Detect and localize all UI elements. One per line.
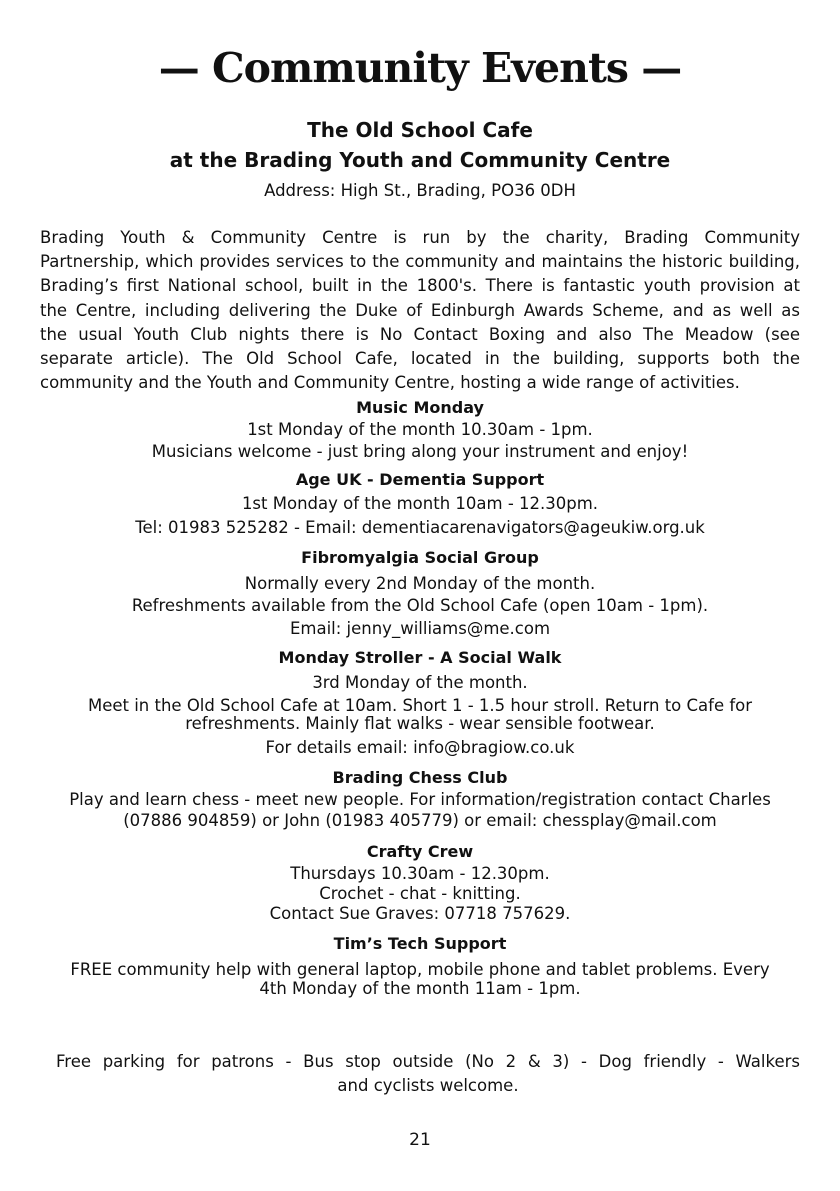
event-contact: For details email: info@bragiow.co.uk — [265, 738, 575, 757]
event-description: FREE community help with general laptop, mobile phone and tablet problems. Every — [70, 960, 770, 979]
event-description: refreshments. Mainly flat walks - wear sensible footwear. — [185, 714, 655, 733]
event-title: Tim’s Tech Support — [333, 934, 507, 953]
intro-line: Brading Youth & Community Centre is run by the charity, Brading Community — [40, 228, 800, 247]
intro-line: community and the Youth and Community Centre, hosting a wide range of activities. — [40, 373, 740, 393]
event-contact: Tel: 01983 525282 - Email: dementiacarenavigators@ageukiw.org.uk — [135, 518, 705, 537]
event-schedule: Thursdays 10.30am - 12.30pm. — [290, 864, 550, 883]
event-title: Crafty Crew — [366, 842, 474, 861]
page-number: 21 — [409, 1130, 431, 1150]
page-title: — Community Events — — [158, 44, 682, 92]
event-title: Brading Chess Club — [332, 768, 508, 787]
venue-address: Address: High St., Brading, PO36 0DH — [264, 181, 576, 200]
event-description: Play and learn chess - meet new people. For information/registration contact Charles — [69, 790, 771, 809]
event-description: Refreshments available from the Old School Cafe (open 10am - 1pm). — [131, 596, 709, 615]
footer-line: and cyclists welcome. — [337, 1076, 519, 1095]
event-schedule: 1st Monday of the month 10am - 12.30pm. — [241, 494, 599, 513]
intro-line: the Centre, including delivering the Duke of Edinburgh Awards Scheme, and as well as — [40, 300, 800, 320]
footer-line: Free parking for patrons - Bus stop outside (No 2 & 3) - Dog friendly - Walkers — [56, 1052, 800, 1071]
venue-subtitle: at the Brading Youth and Community Centre — [169, 148, 671, 172]
intro-line: Partnership, which provides services to the community and maintains the historic building, — [40, 252, 800, 272]
event-description: Crochet - chat - knitting. — [319, 884, 521, 903]
intro-line: the usual Youth Club nights there is No Contact Boxing and also The Meadow (see — [40, 324, 800, 344]
event-contact: (07886 904859) or John (01983 405779) or email: chessplay@mail.com — [123, 811, 717, 830]
event-schedule: 4th Monday of the month 11am - 1pm. — [259, 979, 581, 998]
event-schedule: Normally every 2nd Monday of the month. — [244, 574, 596, 593]
event-title: Age UK - Dementia Support — [295, 470, 545, 489]
event-title: Fibromyalgia Social Group — [301, 548, 539, 567]
event-contact: Email: jenny_williams@me.com — [289, 619, 551, 638]
footer-notes — [56, 1050, 800, 1098]
event-description: Musicians welcome - just bring along your instrument and enjoy! — [151, 442, 689, 461]
event-schedule: 1st Monday of the month 10.30am - 1pm. — [247, 420, 593, 439]
intro-paragraph — [40, 226, 800, 395]
event-description: Meet in the Old School Cafe at 10am. Short 1 - 1.5 hour stroll. Return to Cafe for — [87, 696, 753, 715]
event-title: Music Monday — [356, 398, 484, 417]
venue-name: The Old School Cafe — [307, 118, 533, 142]
event-title: Monday Stroller - A Social Walk — [278, 648, 562, 667]
intro-line: separate article). The Old School Cafe, located in the building, supports both the — [40, 349, 800, 369]
event-schedule: 3rd Monday of the month. — [312, 673, 528, 692]
event-contact: Contact Sue Graves: 07718 757629. — [269, 904, 571, 923]
intro-line: Brading’s first National school, built in the 1800's. There is fantastic youth provision at — [40, 276, 800, 296]
